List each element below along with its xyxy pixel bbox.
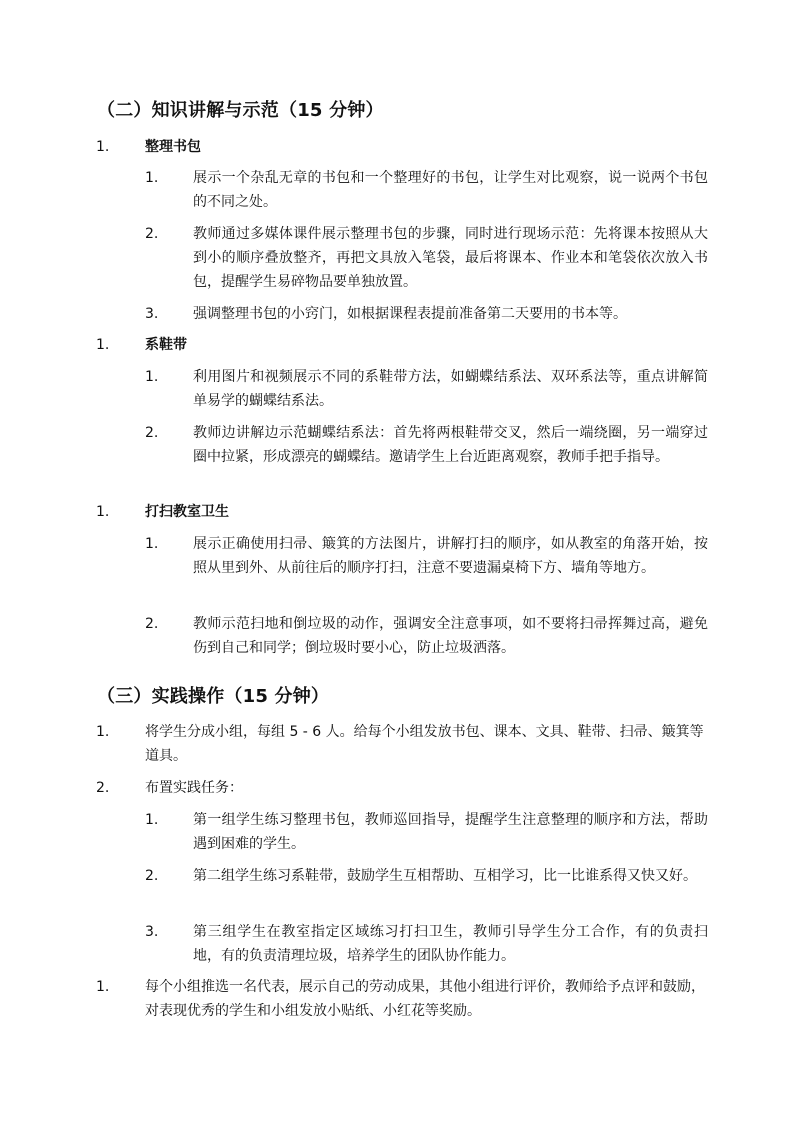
list-item-title: 打扫教室卫生: [145, 504, 229, 520]
sublist-number: 3.: [145, 924, 159, 940]
sublist-number: 2.: [145, 616, 159, 632]
sublist-text: 第一组学生练习整理书包，教师巡回指导，提醒学生注意整理的顺序和方法，帮助遇到困难的学生。: [193, 812, 708, 852]
sublist-text: 教师边讲解边示范蝴蝶结系法：首先将两根鞋带交叉，然后一端绕圈，另一端穿过圈中拉紧，形成漂亮的蝴蝶结。邀请学生上台近距离观察，教师手把手指导。: [193, 425, 708, 465]
list-item-text: 将学生分成小组，每组 5 - 6 人。给每个小组发放书包、课本、文具、鞋带、扫帚、簸箕等道具。: [145, 724, 704, 764]
list-number: 1.: [96, 504, 110, 520]
sublist-number: 1.: [145, 812, 159, 828]
list-number: 2.: [96, 780, 110, 796]
list-item-title: 整理书包: [145, 139, 201, 155]
sublist-text: 第二组学生练习系鞋带，鼓励学生互相帮助、互相学习，比一比谁系得又快又好。: [193, 868, 697, 884]
sublist-number: 3.: [145, 306, 159, 322]
list-item-title: 系鞋带: [145, 337, 187, 353]
list-item-text: 每个小组推选一名代表，展示自己的劳动成果，其他小组进行评价，教师给予点评和鼓励，对表现优秀的学生和小组发放小贴纸、小红花等奖励。: [145, 979, 705, 1019]
sublist-number: 1.: [145, 369, 159, 385]
sublist-number: 1.: [145, 170, 159, 186]
section-heading-practice: （三）实践操作（15 分钟）: [97, 686, 330, 707]
sublist-text: 展示一个杂乱无章的书包和一个整理好的书包，让学生对比观察，说一说两个书包的不同之处。: [193, 170, 708, 210]
list-number: 1.: [96, 979, 110, 995]
sublist-number: 2.: [145, 226, 159, 242]
list-number: 1.: [96, 139, 110, 155]
list-item-text: 布置实践任务：: [145, 780, 243, 796]
sublist-number: 1.: [145, 536, 159, 552]
sublist-number: 2.: [145, 425, 159, 441]
section-heading-knowledge-demo: （二）知识讲解与示范（15 分钟）: [97, 100, 384, 121]
sublist-text: 第三组学生在教室指定区域练习打扫卫生，教师引导学生分工合作，有的负责扫地，有的负责清理垃圾，培养学生的团队协作能力。: [193, 924, 708, 964]
sublist-text: 教师示范扫地和倒垃圾的动作，强调安全注意事项，如不要将扫帚挥舞过高，避免伤到自己和同学；倒垃圾时要小心，防止垃圾洒落。: [193, 616, 708, 656]
sublist-text: 强调整理书包的小窍门，如根据课程表提前准备第二天要用的书本等。: [193, 306, 627, 322]
list-number: 1.: [96, 724, 110, 740]
sublist-text: 教师通过多媒体课件展示整理书包的步骤，同时进行现场示范：先将课本按照从大到小的顺序叠放整齐，再把文具放入笔袋，最后将课本、作业本和笔袋依次放入书包，提醒学生易碎物品要单独放置。: [193, 226, 708, 290]
sublist-text: 展示正确使用扫帚、簸箕的方法图片，讲解打扫的顺序，如从教室的角落开始，按照从里到外、从前往后的顺序打扫，注意不要遗漏桌椅下方、墙角等地方。: [193, 536, 708, 576]
sublist-text: 利用图片和视频展示不同的系鞋带方法，如蝴蝶结系法、双环系法等，重点讲解简单易学的蝴蝶结系法。: [193, 369, 708, 409]
list-number: 1.: [96, 337, 110, 353]
sublist-number: 2.: [145, 868, 159, 884]
